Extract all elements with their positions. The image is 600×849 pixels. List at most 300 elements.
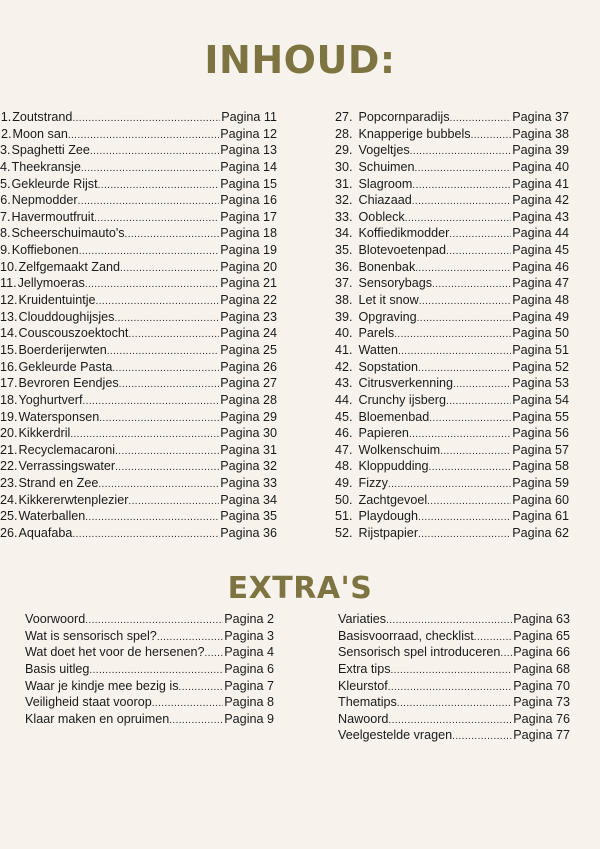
toc-entry [335,442,569,459]
toc-entry-title: Waar je kindje mee bezig is [25,678,179,693]
toc-entry-title: Chiazaad [358,193,412,208]
toc-entry-title: Sensorybags [358,276,433,291]
toc-entry-page: Pagina 76 [513,711,570,726]
toc-entry-number: 5. [0,176,11,191]
toc-entry-number: 26. [0,526,18,541]
toc-entry [24,711,274,728]
dot-leader [179,680,224,697]
dot-leader [78,194,220,211]
toc-entry-number: 8. [0,226,11,241]
toc-entry [0,275,277,292]
toc-entry-page: Pagina 36 [220,526,277,541]
toc-entry-page: Pagina 16 [220,193,277,208]
toc-entry-title: Playdough [358,509,419,524]
toc-entry-page: Pagina 7 [224,678,274,693]
dot-leader [419,294,512,311]
toc-entry-title: Waterballen [18,509,86,524]
toc-entry [337,711,570,728]
toc-entry-title: Parels [358,326,395,341]
toc-entry [335,492,569,509]
toc-entry [335,126,569,143]
dot-leader [412,178,511,195]
toc-entry-page: Pagina 37 [512,110,569,124]
toc-entry-title: Kikkerdril [18,426,71,441]
toc-entry-page: Pagina 40 [512,159,569,174]
extras-right-column [337,611,570,744]
toc-entry-title: Blotevoetenpad [358,243,447,258]
toc-entry-page: Pagina 20 [220,259,277,274]
toc-entry-page: Pagina 21 [220,276,277,291]
toc-entry-title: Slagroom [358,176,413,191]
toc-entry-number: 25. [0,509,18,524]
toc-entry-title: Watersponsen [18,409,100,424]
toc-entry-title: Bevroren Eendjes [18,376,119,391]
dot-leader [120,261,219,278]
toc-entry-title: Recyclemacaroni [18,442,116,457]
toc-entry-number: 38. [335,293,353,308]
toc-entry [24,628,274,645]
toc-entry-number: 36. [335,259,353,274]
inhoud-right-column [335,109,569,542]
extras-left-column [24,611,274,727]
toc-entry [0,259,277,276]
toc-entry-title: Spaghetti Zee [11,143,90,158]
toc-entry-title: Rijstpapier [358,526,419,541]
toc-entry-page: Pagina 6 [224,661,274,676]
toc-entry [0,325,277,342]
toc-entry [0,126,277,143]
toc-entry-number: 46. [335,426,353,441]
toc-entry-number: 35. [335,243,353,258]
toc-entry-page: Pagina 25 [220,342,277,357]
dot-leader [204,646,223,663]
toc-entry [0,342,277,359]
toc-entry-page: Pagina 22 [220,293,277,308]
toc-entry-number: 11. [0,276,17,291]
dot-leader [72,527,219,544]
dot-leader [125,227,220,244]
toc-entry-page: Pagina 24 [220,326,277,341]
toc-entry [0,192,277,209]
toc-entry-number: 24. [0,492,18,507]
toc-entry-title: Wat doet het voor de hersenen? [25,645,205,660]
toc-entry-title: Kleurstof [338,678,388,693]
toc-entry-title: Oobleck [358,209,405,224]
toc-entry-number: 31. [335,176,353,191]
dot-leader [90,144,219,161]
toc-entry-number: 21. [0,442,18,457]
toc-entry [337,628,570,645]
toc-entry [0,425,277,442]
toc-entry-title: Bonenbak [358,259,416,274]
toc-entry-number: 30. [335,159,353,174]
toc-entry-title: Gekleurde Rijst [11,176,98,191]
extras-heading: EXTRA'S [227,571,373,606]
toc-entry [335,359,569,376]
dot-leader [429,411,511,428]
toc-entry [0,458,277,475]
dot-leader [440,444,511,461]
toc-entry [337,678,570,695]
toc-entry-page: Pagina 11 [221,110,277,124]
toc-entry-number: 40. [335,326,353,341]
toc-entry-page: Pagina 33 [220,476,277,491]
toc-entry [24,644,274,661]
toc-entry-title: Citrusverkenning [358,376,454,391]
toc-entry [335,508,569,525]
toc-entry-page: Pagina 57 [512,442,569,457]
dot-leader [394,327,511,344]
toc-entry [335,242,569,259]
toc-entry [24,611,274,628]
toc-entry [24,661,274,678]
toc-entry-page: Pagina 46 [512,259,569,274]
toc-entry [335,342,569,359]
toc-entry [337,727,570,744]
toc-entry [0,442,277,459]
toc-entry-title: Nepmodder [11,193,78,208]
toc-entry-title: Voorwoord [25,612,86,626]
dot-leader [85,510,219,527]
toc-entry-number: 16. [0,359,18,374]
toc-entry-page: Pagina 38 [512,126,569,141]
toc-entry-title: Bloemenbad [358,409,430,424]
toc-entry-title: Papieren [358,426,409,441]
toc-entry-title: Couscouszoektocht [18,326,129,341]
toc-entry-page: Pagina 65 [513,628,570,643]
dot-leader [417,311,512,328]
toc-entry-page: Pagina 48 [512,293,569,308]
dot-leader [427,494,511,511]
toc-entry-number: 10. [0,259,18,274]
toc-entry-number: 32. [335,193,353,208]
toc-entry-title: Popcornparadijs [358,110,450,124]
toc-entry [335,209,569,226]
toc-entry-page: Pagina 73 [513,695,570,710]
toc-entry [0,292,277,309]
toc-entry-title: Schuimen [358,159,415,174]
dot-leader [112,361,219,378]
toc-entry-page: Pagina 49 [512,309,569,324]
dot-leader [391,663,513,680]
toc-entry [335,525,569,542]
toc-entry-page: Pagina 26 [220,359,277,374]
toc-entry-page: Pagina 41 [512,176,569,191]
toc-entry-page: Pagina 52 [512,359,569,374]
toc-entry-page: Pagina 35 [220,509,277,524]
toc-entry [0,109,277,126]
toc-entry-title: Koffiebonen [11,243,79,258]
toc-entry-title: Yoghurtverf [18,392,83,407]
toc-entry-page: Pagina 31 [220,442,277,457]
toc-entry-title: Basis uitleg [25,661,90,676]
toc-entry-page: Pagina 63 [513,612,570,626]
toc-entry [0,176,277,193]
toc-entry-number: 49. [335,476,353,491]
toc-entry-number: 19. [0,409,18,424]
toc-entry-number: 9. [0,243,11,258]
toc-entry-title: Nawoord [338,711,389,726]
dot-leader [107,344,220,361]
toc-entry-page: Pagina 8 [224,695,274,710]
dot-leader [98,178,220,195]
toc-entry [335,142,569,159]
toc-entry-title: Aquafaba [18,526,73,541]
toc-entry-number: 23. [0,476,18,491]
toc-entry-number: 42. [335,359,353,374]
dot-leader [81,161,219,178]
toc-entry-title: Crunchy ijsberg [358,392,447,407]
toc-entry-page: Pagina 68 [513,661,570,676]
toc-entry-page: Pagina 27 [220,376,277,391]
toc-entry-number: 27. [335,110,353,124]
toc-entry-number: 6. [0,193,11,208]
dot-leader [115,444,219,461]
inhoud-heading: INHOUD: [204,38,396,82]
toc-entry [335,176,569,193]
toc-entry-page: Pagina 47 [512,276,569,291]
toc-entry-page: Pagina 13 [220,143,277,158]
toc-entry [335,475,569,492]
toc-entry-title: Wat is sensorisch spel? [25,628,157,643]
toc-entry-title: Zelfgemaakt Zand [18,259,121,274]
toc-entry-page: Pagina 23 [220,309,277,324]
dot-leader [388,680,513,697]
toc-entry [0,242,277,259]
toc-entry [337,611,570,628]
toc-entry-title: Strand en Zee [18,476,99,491]
toc-entry-page: Pagina 70 [513,678,570,693]
toc-entry-page: Pagina 17 [220,209,277,224]
toc-entry-page: Pagina 15 [220,176,277,191]
toc-entry [24,678,274,695]
toc-entry [335,159,569,176]
toc-entry-page: Pagina 77 [513,728,570,743]
toc-entry-title: Fizzy [358,476,388,491]
toc-entry-page: Pagina 55 [512,409,569,424]
toc-entry-title: Variaties [338,612,387,626]
toc-entry-page: Pagina 32 [220,459,277,474]
dot-leader [85,277,220,294]
toc-entry-page: Pagina 12 [220,126,277,141]
toc-entry-page: Pagina 45 [512,243,569,258]
toc-entry-number: 37. [335,276,353,291]
toc-entry-page: Pagina 18 [220,226,277,241]
toc-entry-page: Pagina 54 [512,392,569,407]
dot-leader [412,194,512,211]
toc-entry [335,275,569,292]
toc-entry [335,109,569,126]
toc-entry-number: 34. [335,226,353,241]
dot-leader [397,696,512,713]
toc-entry [0,359,277,376]
dot-leader [432,277,511,294]
toc-entry-number: 43. [335,376,353,391]
toc-entry-page: Pagina 39 [512,143,569,158]
toc-entry [0,309,277,326]
toc-entry-title: Boerderijerwten [18,342,107,357]
toc-entry [335,192,569,209]
dot-leader [449,227,511,244]
toc-entry [0,392,277,409]
toc-entry [335,425,569,442]
toc-entry [337,661,570,678]
toc-entry-page: Pagina 4 [224,645,274,660]
toc-entry-title: Sensorisch spel introduceren [338,645,501,660]
dot-leader [410,144,512,161]
toc-entry-number: 20. [0,426,18,441]
toc-entry [337,644,570,661]
inhoud-left-column [0,109,277,542]
toc-entry [335,225,569,242]
toc-entry-page: Pagina 30 [220,426,277,441]
toc-entry-title: Koffiedikmodder [358,226,450,241]
toc-entry-number: 29. [335,143,353,158]
toc-entry-page: Pagina 2 [224,612,274,626]
toc-entry-page: Pagina 29 [220,409,277,424]
toc-entry-number: 3. [0,143,11,158]
toc-entry-page: Pagina 58 [512,459,569,474]
toc-entry [335,292,569,309]
toc-entry [335,392,569,409]
toc-entry-page: Pagina 3 [224,628,274,643]
toc-entry-title: Jellymoeras [17,276,85,291]
dot-leader [128,494,219,511]
toc-entry-number: 18. [0,392,18,407]
dot-leader [68,128,219,145]
dot-leader [418,510,511,527]
toc-entry-title: Vogeltjes [358,143,410,158]
dot-leader [471,128,512,145]
toc-entry [335,259,569,276]
toc-entry-title: Let it snow [358,293,419,308]
toc-entry [0,142,277,159]
toc-entry-number: 28. [335,126,353,141]
toc-entry-page: Pagina 53 [512,376,569,391]
dot-leader [115,460,219,477]
dot-leader [82,394,219,411]
toc-entry-title: Sopstation [358,359,419,374]
toc-entry [0,209,277,226]
toc-entry-title: Scheerschuimauto's [11,226,125,241]
toc-entry-page: Pagina 14 [220,159,277,174]
toc-entry [0,375,277,392]
dot-leader [446,394,511,411]
toc-entry-page: Pagina 62 [512,526,569,541]
dot-leader [418,527,511,544]
dot-leader [169,713,223,730]
toc-entry-title: Moon san [12,126,68,141]
toc-entry-title: Clouddoughijsjes [18,309,115,324]
toc-entry-title: Zoutstrand [12,110,73,124]
toc-entry-page: Pagina 61 [512,509,569,524]
toc-entry [0,492,277,509]
toc-entry-number: 15. [0,342,18,357]
toc-entry-title: Veelgestelde vragen [338,728,453,743]
toc-entry-title: Thematips [338,695,397,710]
toc-entry [335,309,569,326]
toc-entry-title: Gekleurde Pasta [18,359,113,374]
toc-entry-page: Pagina 42 [512,193,569,208]
toc-entry-number: 12. [0,293,18,308]
toc-entry [0,475,277,492]
dot-leader [429,460,512,477]
toc-entry-title: Watten [358,342,398,357]
toc-entry-title: Klaar maken en opruimen [25,711,170,726]
toc-entry [0,525,277,542]
dot-leader [453,377,511,394]
toc-entry-title: Zachtgevoel [358,492,428,507]
toc-entry-title: Kruidentuintje [18,293,96,308]
toc-entry-page: Pagina 9 [224,711,274,726]
dot-leader [72,111,220,128]
toc-entry [335,458,569,475]
toc-entry-number: 47. [335,442,353,457]
toc-entry-page: Pagina 19 [220,243,277,258]
toc-entry-page: Pagina 56 [512,426,569,441]
toc-entry [335,409,569,426]
toc-entry-page: Pagina 60 [512,492,569,507]
toc-entry-number: 7. [0,209,11,224]
toc-entry-page: Pagina 34 [220,492,277,507]
toc-entry-page: Pagina 50 [512,326,569,341]
toc-entry-number: 41. [335,342,353,357]
toc-entry-title: Wolkenschuim [358,442,441,457]
toc-entry-number: 2. [1,126,12,141]
dot-leader [446,244,511,261]
toc-entry-title: Veiligheid staat voorop [25,695,152,710]
toc-entry-title: Kikkererwtenplezier [18,492,129,507]
dot-leader [99,411,219,428]
toc-entry-number: 51. [335,509,353,524]
toc-entry-number: 13. [0,309,18,324]
toc-entry-number: 33. [335,209,353,224]
toc-entry-title: Theekransje [11,159,81,174]
toc-entry-number: 4. [0,159,11,174]
toc-entry [337,694,570,711]
toc-entry-number: 44. [335,392,353,407]
dot-leader [114,311,219,328]
toc-entry [335,325,569,342]
toc-entry [0,159,277,176]
toc-entry-number: 48. [335,459,353,474]
toc-entry-number: 22. [0,459,18,474]
toc-entry-page: Pagina 44 [512,226,569,241]
toc-entry-page: Pagina 28 [220,392,277,407]
toc-entry-title: Knapperige bubbels [358,126,471,141]
dot-leader [452,729,512,746]
toc-entry-title: Basisvoorraad, checklist [338,628,474,643]
toc-entry-number: 14. [0,326,18,341]
toc-entry [0,409,277,426]
toc-entry-title: Verrassingswater [18,459,116,474]
dot-leader [119,377,220,394]
toc-entry-number: 1. [0,110,12,124]
toc-entry [335,375,569,392]
toc-entry-number: 17. [0,376,18,391]
toc-entry-number: 52. [335,526,353,541]
dot-leader [500,646,512,663]
toc-entry-title: Opgraving [358,309,417,324]
toc-entry [0,225,277,242]
toc-entry-page: Pagina 43 [512,209,569,224]
toc-entry-title: Extra tips [338,661,391,676]
toc-entry [24,694,274,711]
toc-entry [0,508,277,525]
toc-entry-page: Pagina 59 [512,476,569,491]
dot-leader [415,161,512,178]
toc-entry-page: Pagina 51 [512,342,569,357]
